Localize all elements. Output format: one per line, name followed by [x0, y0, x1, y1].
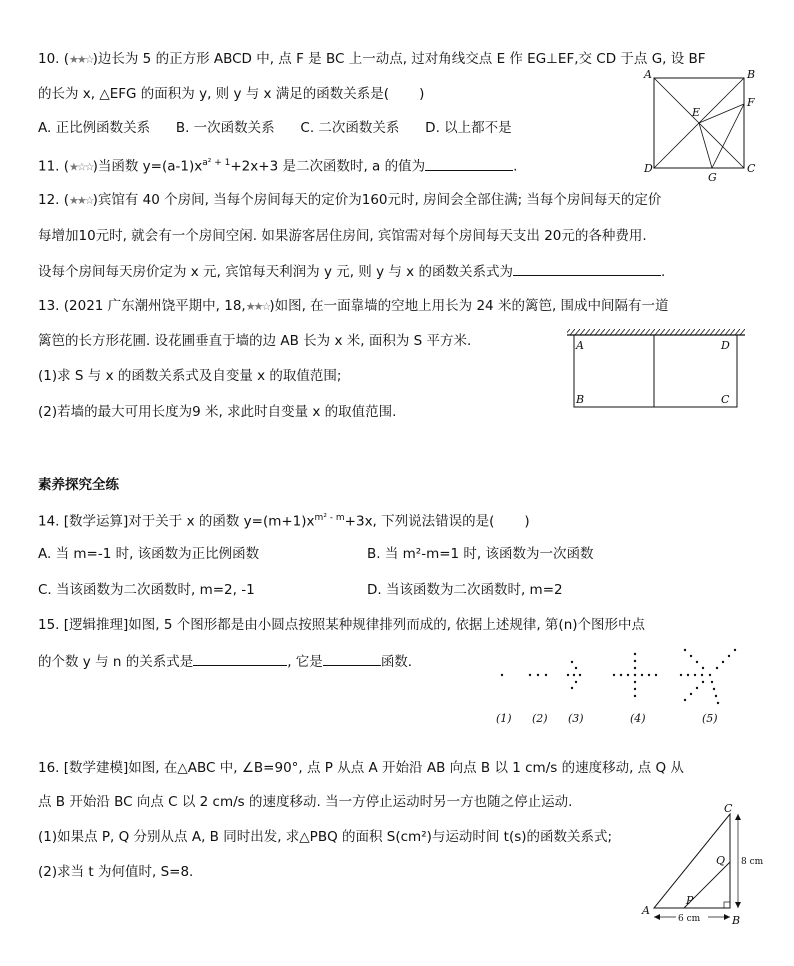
q15-dot-pattern-figure — [488, 638, 744, 728]
q16-part2: (2)求当 t 为何值时, S=8. — [38, 864, 194, 880]
fig-label-4: (4) — [630, 712, 646, 725]
label-B: B — [747, 68, 756, 81]
q14-option-d: D. 当该函数为二次函数时, m=2 — [367, 582, 563, 598]
q14-option-b: B. 当 m²-m=1 时, 该函数为一次函数 — [367, 546, 594, 562]
q13-line2: 篱笆的长方形花圃. 设花圃垂直于墙的边 AB 长为 x 米, 面积为 S 平方米. — [38, 333, 472, 349]
q12-line1: 12. (★★☆)宾馆有 40 个房间, 当每个房间每天的定价为160元时, 房间会全部住满; 当每个房间每天的定价 — [38, 192, 662, 208]
q13-part1: (1)求 S 与 x 的函数关系式及自变量 x 的取值范围; — [38, 368, 342, 384]
q10-square-figure — [640, 66, 760, 184]
difficulty-stars: ★★☆ — [245, 300, 270, 313]
q11-line: 11. (★☆☆)当函数 $y=(a-1)x^{a^2 + 1}+2x+3$ 是二次函数时, a 的值为 . — [38, 153, 517, 178]
q13-line1: 13. (2021 广东潮州饶平期中, 18,★★☆)如图, 在一面靠墙的空地上用长为 24 米的篱笆, 围成中间隔有一道 — [38, 298, 669, 314]
q10-options: A. 正比例函数关系 B. 一次函数关系 C. 二次函数关系 D. 以上都不是 — [38, 120, 512, 136]
q14-option-a: A. 当 m=-1 时, 该函数为正比例函数 — [38, 546, 260, 562]
label-P: P — [686, 894, 694, 907]
fig-label-3: (3) — [568, 712, 584, 725]
fig-label-1: (1) — [496, 712, 512, 725]
q10-line2: 的长为 x, △EFG 的面积为 y, 则 y 与 x 满足的函数关系是( ) — [38, 86, 425, 102]
difficulty-stars: ★★☆ — [69, 194, 93, 207]
q10-line1: 10. (★★☆)边长为 5 的正方形 ABCD 中, 点 F 是 BC 上一动点, 过对角线交点 E 作 EG⊥EF,交 CD 于点 G, 设 BF — [38, 51, 706, 67]
label-D: D — [644, 162, 653, 175]
label-C: C — [721, 393, 730, 406]
answer-blank[interactable] — [513, 261, 661, 276]
label-C: C — [747, 162, 756, 175]
q13-part2: (2)若墙的最大可用长度为9 米, 求此时自变量 x 的取值范围. — [38, 404, 397, 420]
q16-line2: 点 B 开始沿 BC 向点 C 以 2 cm/s 的速度移动. 当一方停止运动时另一方也随之停止运动. — [38, 794, 573, 810]
difficulty-stars: ★★☆ — [69, 53, 93, 66]
section-title: 素养探究全练 — [38, 477, 119, 493]
difficulty-stars: ★☆☆ — [69, 160, 93, 174]
q13-garden-figure — [565, 323, 747, 409]
label-D: D — [721, 339, 730, 352]
answer-blank[interactable] — [323, 651, 381, 666]
fig-label-5: (5) — [702, 712, 718, 725]
q12-line2: 每增加10元时, 就会有一个房间空闲. 如果游客居住房间, 宾馆需对每个房间每天支出 20元的各种费用. — [38, 228, 647, 244]
label-A: A — [644, 68, 652, 81]
answer-blank[interactable] — [425, 156, 513, 171]
q15-line2: 的个数 y 与 n 的关系式是 , 它是 函数. — [38, 651, 412, 672]
label-E: E — [692, 106, 701, 119]
q16-triangle-figure — [640, 800, 770, 930]
label-A: A — [642, 904, 650, 917]
length-ab: 6 cm — [678, 914, 701, 924]
q16-line1: 16. [数学建模]如图, 在△ABC 中, ∠B=90°, 点 P 从点 A 开始沿 AB 向点 B 以 1 cm/s 的速度移动, 点 Q 从 — [38, 760, 684, 776]
q16-part1: (1)如果点 P, Q 分别从点 A, B 同时出发, 求△PBQ 的面积 S(cm²)与运动时间 t(s)的函数关系式; — [38, 829, 613, 845]
label-Q: Q — [716, 854, 726, 867]
q14-line: 14. [数学运算]对于关于 x 的函数 $y=(m+1)x^{m^2 - m}+3x$, 下列说法错误的是( ) — [38, 513, 530, 530]
answer-blank[interactable] — [193, 651, 287, 666]
label-G: G — [708, 171, 717, 184]
label-B: B — [576, 393, 585, 406]
q14-option-c: C. 当该函数为二次函数时, m=2, -1 — [38, 582, 255, 598]
q12-line3: 设每个房间每天房价定为 x 元, 宾馆每天利润为 y 元, 则 y 与 x 的函数关系式为 . — [38, 261, 665, 282]
fig-label-2: (2) — [532, 712, 548, 725]
label-A: A — [576, 339, 584, 352]
length-bc: 8 cm — [741, 857, 764, 867]
label-F: F — [747, 96, 755, 109]
q15-line1: 15. [逻辑推理]如图, 5 个图形都是由小圆点按照某种规律排列而成的, 依据上述规律, 第(n)个图形中点 — [38, 617, 646, 633]
label-C: C — [724, 802, 733, 815]
label-B: B — [732, 914, 741, 927]
